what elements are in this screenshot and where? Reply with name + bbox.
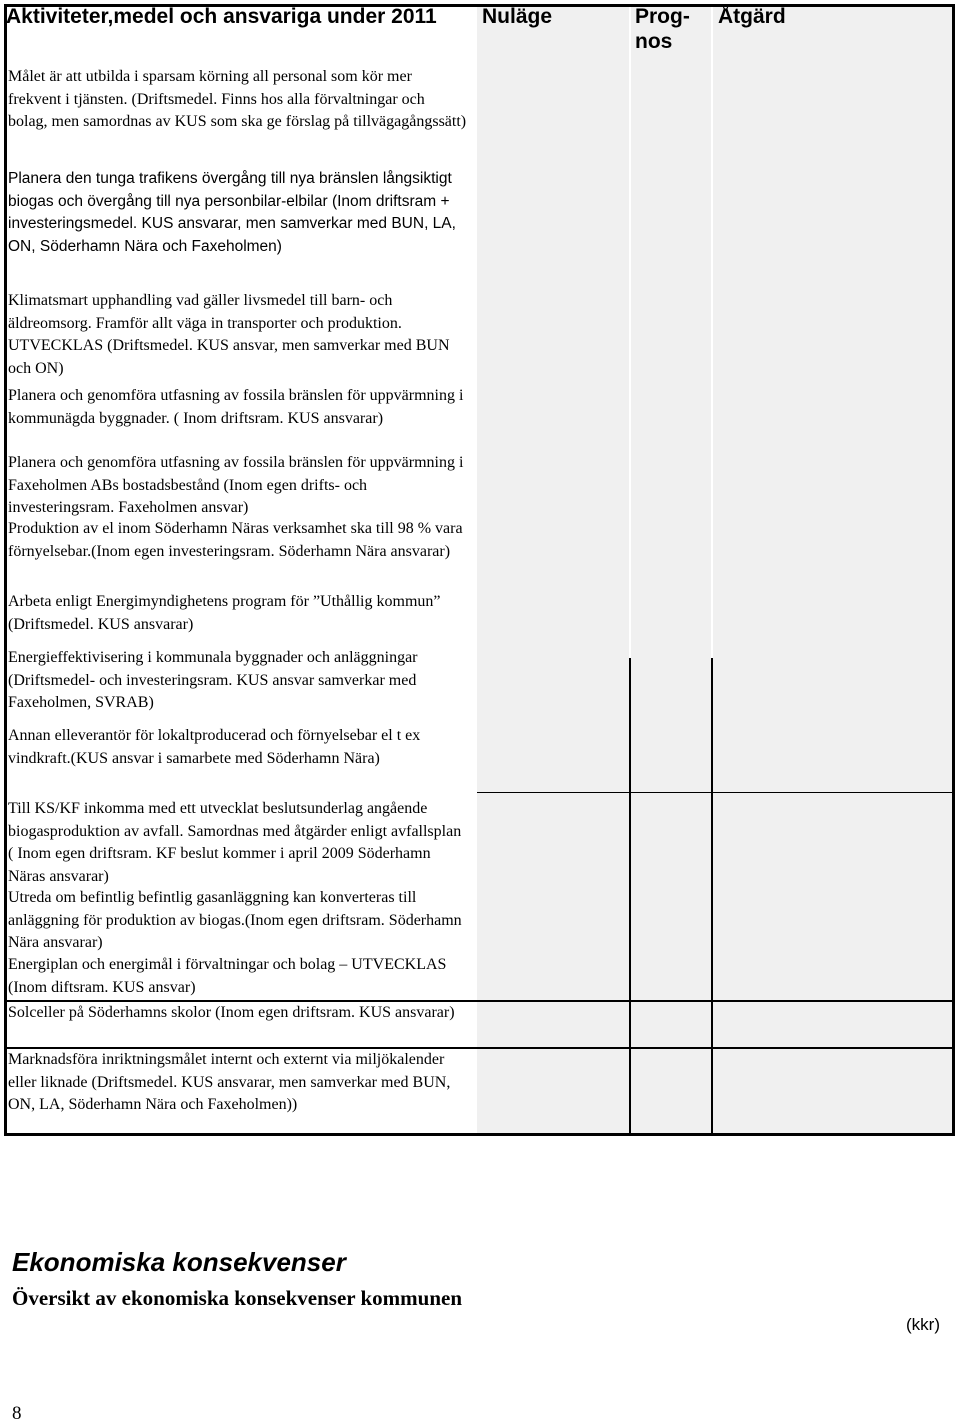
table-row: Energiplan och energimål i förvaltningar och bolag – UTVECKLAS (Inom diftsram. KUS ansvar) (8, 956, 447, 996)
unit-label: (kkr) (906, 1315, 940, 1334)
prognos-column-bg (631, 7, 711, 1133)
row-divider (477, 792, 952, 793)
section-subtitle: Översikt av ekonomiska konsekvenser kommunen (12, 1286, 463, 1310)
table-row: Planera och genomföra utfasning av fossila bränslen för uppvärmning i kommunägda byggnader. ( Inom driftsram. KUS ansvarar) (8, 387, 464, 427)
prognos-header: Prog- nos (635, 5, 690, 53)
activities-header: Aktiviteter,medel och ansvariga under 2011 (6, 5, 437, 28)
table-row: Målet är att utbilda i sparsam körning all personal som kör mer frekvent i tjänsten. (Driftsmedel. Finns hos alla förvaltningar och bolag, men samordnas av KUS som ska ge förslag på tillvägagångssätt) (8, 68, 467, 130)
atgard-header: Åtgärd (718, 5, 786, 28)
table-row: Arbeta enligt Energimyndighetens program för ”Uthållig kommun” (Driftsmedel. KUS ansvarar) (8, 593, 441, 633)
table-row: Energieffektivisering i kommunala byggnader och anläggningar (Driftsmedel- och investeringsram. KUS ansvar samverkar med Faxeholmen, SVRAB) (8, 649, 418, 711)
table-row: Solceller på Söderhamns skolor (Inom egen driftsram. KUS ansvarar) (8, 1004, 455, 1021)
nulage-column-bg (477, 7, 629, 1133)
table-row: Utreda om befintlig befintlig gasanläggning kan konverteras till anläggning för produktion av biogas.(Inom egen driftsram. Söderhamn Nära ansvarar) (8, 889, 462, 951)
column-divider (629, 658, 631, 1136)
atgard-column-bg (713, 7, 952, 1133)
page-number: 8 (12, 1403, 22, 1424)
column-divider (711, 658, 713, 1136)
table-row: Produktion av el inom Söderhamn Näras verksamhet ska till 98 % vara förnyelsebar.(Inom egen investeringsram. Söderhamn Nära ansvarar) (8, 520, 463, 560)
section-title: Ekonomiska konsekvenser (12, 1247, 346, 1277)
table-row: Annan elleverantör för lokaltproducerad och förnyelsebar el t ex vindkraft.(KUS ansvar i samarbete med Söderhamn Nära) (8, 727, 421, 767)
table-row: Klimatsmart upphandling vad gäller livsmedel till barn- och äldreomsorg. Framför allt väga in transporter och produktion. UTVECKLAS (Driftsmedel. KUS ansvar, men samverkar med BUN och ON) (8, 292, 450, 377)
table-row: Marknadsföra inriktningsmålet internt och externt via miljökalender eller liknade (Driftsmedel. KUS ansvarar, men samverkar med BUN, ON, LA, Söderhamn Nära och Faxeholmen)) (8, 1051, 451, 1113)
nulage-header: Nuläge (482, 5, 553, 28)
table-row: Planera den tunga trafikens övergång till nya bränslen långsiktigt biogas och övergång till nya personbilar-elbilar (Inom driftsram + investeringsmedel. KUS ansvarar, men samverkar med BUN, LA, ON, Söderhamn Nära och Faxeholmen) (8, 170, 456, 255)
table-row: Till KS/KF inkomma med ett utvecklat beslutsunderlag angående biogasproduktion av avfall. Samordnas med åtgärder enligt avfallsplan ( Inom egen driftsram. KF beslut kommer i april 2009 Söderhamn Näras ansvarar) (8, 800, 462, 885)
table-row: Planera och genomföra utfasning av fossila bränslen för uppvärmning i Faxeholmen ABs bostadsbestånd (Inom egen drifts- och investeringsram. Faxeholmen ansvar) (8, 454, 464, 516)
